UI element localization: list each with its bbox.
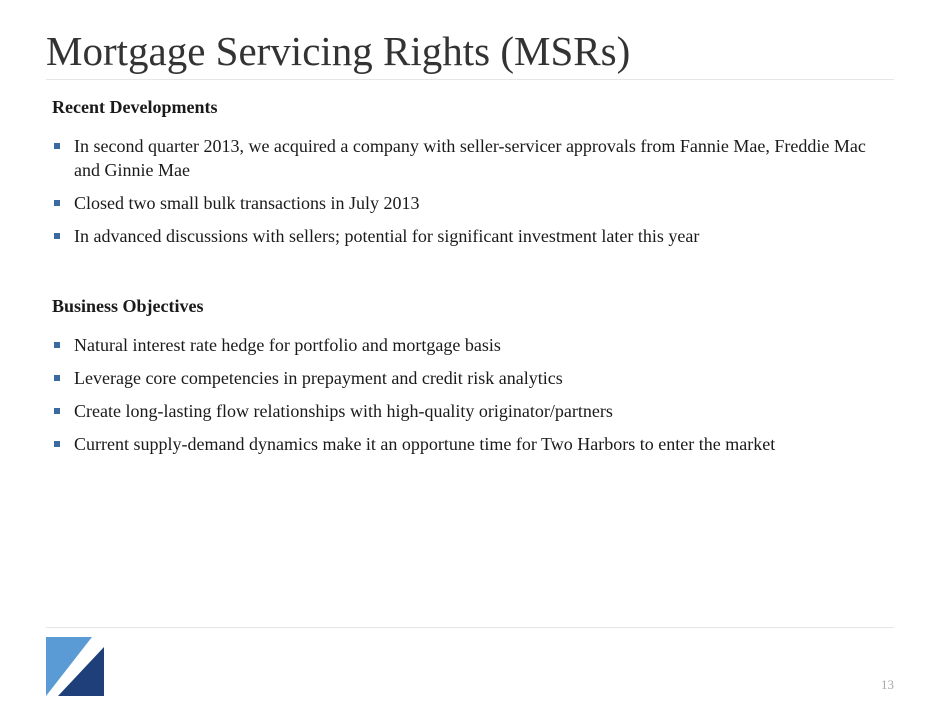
square-bullet-icon xyxy=(54,143,60,149)
page-number: 13 xyxy=(881,677,894,692)
recent-developments-heading: Recent Developments xyxy=(52,97,218,117)
recent-developments-section xyxy=(52,96,882,257)
list-item xyxy=(52,366,882,390)
recent-developments-list xyxy=(52,134,882,248)
list-item xyxy=(52,399,882,423)
business-objectives-heading: Business Objectives xyxy=(52,296,204,316)
footer-divider xyxy=(46,627,894,628)
business-objectives-section xyxy=(52,295,882,465)
square-bullet-icon xyxy=(54,441,60,447)
square-bullet-icon xyxy=(54,200,60,206)
list-item xyxy=(52,191,882,215)
list-item-text: Natural interest rate hedge for portfolio and mortgage basis xyxy=(74,335,501,355)
list-item-text: Closed two small bulk transactions in July 2013 xyxy=(74,193,420,213)
square-bullet-icon xyxy=(54,408,60,414)
square-bullet-icon xyxy=(54,233,60,239)
square-bullet-icon xyxy=(54,375,60,381)
list-item xyxy=(52,224,882,248)
list-item-text: Current supply-demand dynamics make it an opportune time for Two Harbors to enter the market xyxy=(74,434,776,454)
business-objectives-list xyxy=(52,333,882,456)
company-logo-icon xyxy=(46,637,104,696)
slide-title: Mortgage Servicing Rights (MSRs) xyxy=(46,28,631,74)
list-item xyxy=(52,432,882,456)
list-item xyxy=(52,134,882,182)
list-item-text: In second quarter 2013, we acquired a company with seller-servicer approvals from Fannie Mae, Freddie Mac and Ginnie Mae xyxy=(74,136,866,180)
square-bullet-icon xyxy=(54,342,60,348)
list-item-text: In advanced discussions with sellers; potential for significant investment later this year xyxy=(74,226,700,246)
list-item-text: Leverage core competencies in prepayment and credit risk analytics xyxy=(74,368,563,388)
title-divider xyxy=(46,79,894,80)
list-item xyxy=(52,333,882,357)
list-item-text: Create long-lasting flow relationships with high-quality originator/partners xyxy=(74,401,613,421)
